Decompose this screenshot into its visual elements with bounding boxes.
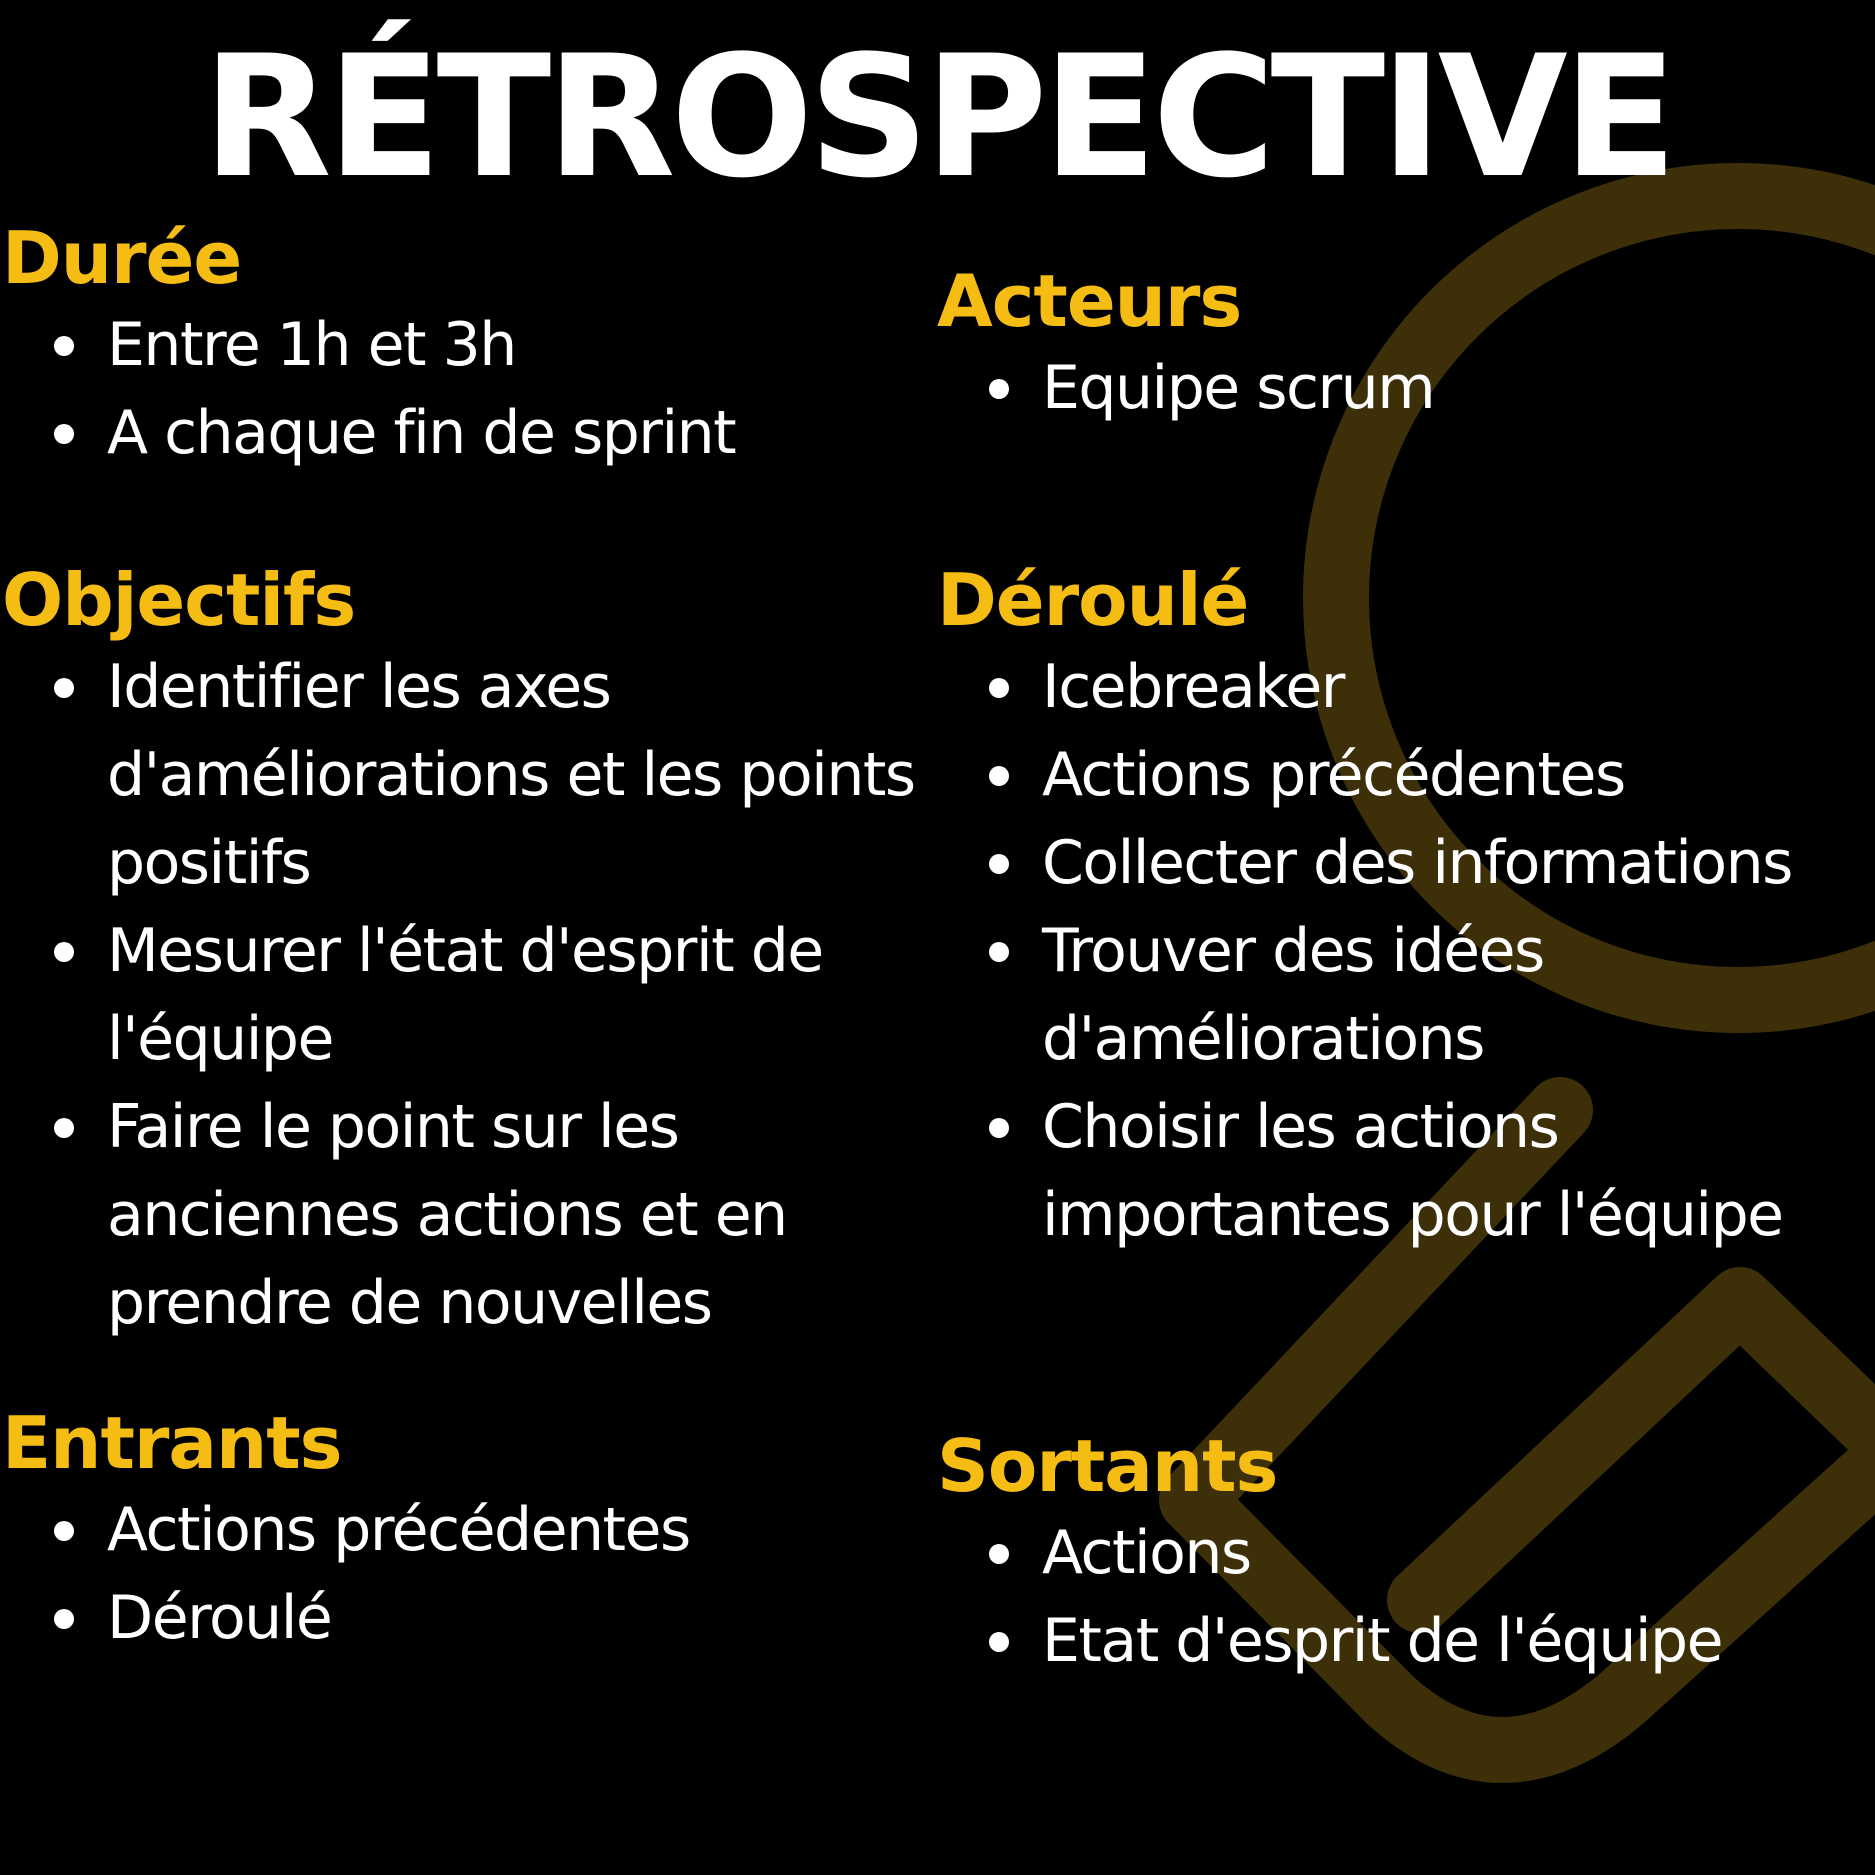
list-item-line: positifs xyxy=(107,828,311,898)
list-item: Actions précédentes xyxy=(2,1486,690,1574)
list-item-line: Choisir les actions xyxy=(1042,1092,1559,1162)
section-heading-sortants: Sortants xyxy=(937,1424,1278,1508)
section-objectifs xyxy=(2,557,915,1347)
section-duree xyxy=(2,215,735,477)
list-item-line: importantes pour l'équipe xyxy=(1042,1180,1783,1250)
list-item: A chaque fin de sprint xyxy=(2,389,735,477)
section-entrants xyxy=(2,1400,690,1662)
section-sortants xyxy=(937,1423,1722,1685)
list-item xyxy=(937,819,1792,907)
list-item xyxy=(2,1083,915,1347)
list-item: Equipe scrum xyxy=(937,344,1434,432)
list-item: Etat d'esprit de l'équipe xyxy=(937,1597,1722,1685)
list-item-line: Icebreaker xyxy=(1042,652,1344,722)
list-entrants xyxy=(2,1486,690,1662)
list-item xyxy=(2,643,915,907)
list-sortants xyxy=(937,1509,1722,1685)
list-duree xyxy=(2,301,735,477)
list-item-line: Mesurer l'état d'esprit de xyxy=(107,916,823,986)
list-item-line: anciennes actions et en xyxy=(107,1180,787,1250)
section-deroule xyxy=(937,557,1792,1259)
list-item-line: Identifier les axes xyxy=(107,652,611,722)
list-item xyxy=(937,1083,1792,1259)
list-item-line: l'équipe xyxy=(107,1004,333,1074)
section-heading-acteurs: Acteurs xyxy=(937,259,1242,343)
list-item-line: Faire le point sur les xyxy=(107,1092,679,1162)
list-item xyxy=(937,643,1792,731)
list-objectifs xyxy=(2,643,915,1347)
list-item xyxy=(2,907,915,1083)
list-item-line: Collecter des informations xyxy=(1042,828,1792,898)
list-item xyxy=(937,907,1792,1083)
list-item xyxy=(937,731,1792,819)
page-title: RÉTROSPECTIVE xyxy=(202,19,1673,215)
list-item-line: Trouver des idées xyxy=(1042,916,1544,986)
list-deroule xyxy=(937,643,1792,1259)
section-heading-entrants: Entrants xyxy=(2,1401,342,1485)
list-item: Déroulé xyxy=(2,1574,690,1662)
list-item-line: d'améliorations et les points xyxy=(107,740,915,810)
list-item-line: Actions précédentes xyxy=(1042,740,1625,810)
list-item: Actions xyxy=(937,1509,1722,1597)
list-item-line: d'améliorations xyxy=(1042,1004,1484,1074)
list-item-line: prendre de nouvelles xyxy=(107,1268,712,1338)
section-heading-duree: Durée xyxy=(2,216,242,300)
section-heading-objectifs: Objectifs xyxy=(2,558,356,642)
list-item: Entre 1h et 3h xyxy=(2,301,735,389)
section-acteurs xyxy=(937,258,1434,432)
list-acteurs xyxy=(937,344,1434,432)
section-heading-deroule: Déroulé xyxy=(937,558,1249,642)
